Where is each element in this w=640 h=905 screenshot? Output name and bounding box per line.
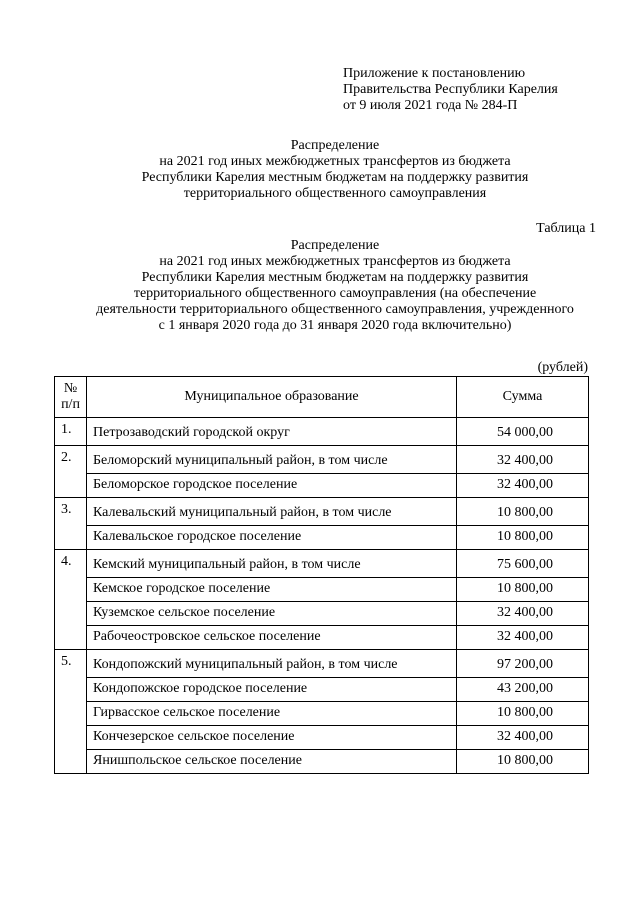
table-row <box>55 526 589 550</box>
municipality-name: Кондопожский муниципальный район, в том числе <box>87 650 457 678</box>
table-body <box>55 418 589 774</box>
municipality-name: Кончезерское сельское поселение <box>87 726 457 750</box>
amount: 10 800,00 <box>457 702 589 726</box>
municipality-name: Кемский муниципальный район, в том числе <box>87 550 457 578</box>
municipality-name: Кемское городское поселение <box>87 578 457 602</box>
header-num-line: № <box>63 381 78 396</box>
amount: 10 800,00 <box>457 578 589 602</box>
amount: 75 600,00 <box>457 550 589 578</box>
title-line: Распределение <box>290 238 380 253</box>
table-row <box>55 446 589 474</box>
table-row <box>55 702 589 726</box>
document-title <box>40 138 630 202</box>
header-num-line: п/п <box>61 397 80 412</box>
title-line: территориального общественного самоуправления (на обеспечение <box>133 286 537 301</box>
title-line: Республики Карелия местным бюджетам на поддержку развития <box>141 170 529 185</box>
table-row <box>55 650 589 678</box>
title-line: Республики Карелия местным бюджетам на поддержку развития <box>141 270 529 285</box>
table-row <box>55 474 589 498</box>
amount: 97 200,00 <box>457 650 589 678</box>
title-line: с 1 января 2020 года до 31 января 2020 года включительно) <box>158 318 512 333</box>
table-row <box>55 498 589 526</box>
table-row <box>55 726 589 750</box>
municipality-name: Рабочеостровское сельское поселение <box>87 626 457 650</box>
title-line: на 2021 год иных межбюджетных трансфертов из бюджета <box>159 254 511 269</box>
table-row <box>55 626 589 650</box>
table-title <box>40 238 630 334</box>
table-row <box>55 418 589 446</box>
table-row <box>55 578 589 602</box>
appendix-line: Приложение к постановлению <box>343 66 526 81</box>
municipality-name: Гирвасское сельское поселение <box>87 702 457 726</box>
amount: 32 400,00 <box>457 726 589 750</box>
municipality-name: Беломорский муниципальный район, в том числе <box>87 446 457 474</box>
amount: 10 800,00 <box>457 526 589 550</box>
amount: 32 400,00 <box>457 446 589 474</box>
table-row <box>55 550 589 578</box>
municipality-name: Петрозаводский городской округ <box>87 418 457 446</box>
distribution-table <box>54 376 589 774</box>
municipality-name: Кондопожское городское поселение <box>87 678 457 702</box>
municipality-name: Беломорское городское поселение <box>87 474 457 498</box>
title-line: Распределение <box>290 138 380 153</box>
municipality-name: Калевальское городское поселение <box>87 526 457 550</box>
amount: 10 800,00 <box>457 498 589 526</box>
row-number: 1. <box>55 418 87 446</box>
appendix-line: Правительства Республики Карелия <box>343 82 558 97</box>
header-num <box>55 377 87 418</box>
amount: 54 000,00 <box>457 418 589 446</box>
amount: 43 200,00 <box>457 678 589 702</box>
table-header-row <box>55 377 589 418</box>
title-line: территориального общественного самоуправления <box>183 186 487 201</box>
title-line: деятельности территориального общественного самоуправления, учрежденного <box>96 302 574 317</box>
table-row <box>55 602 589 626</box>
row-number: 4. <box>55 550 87 650</box>
amount: 32 400,00 <box>457 474 589 498</box>
header-sum: Сумма <box>457 377 589 418</box>
appendix-header <box>343 66 558 114</box>
table-label: Таблица 1 <box>536 221 596 236</box>
header-name: Муниципальное образование <box>87 377 457 418</box>
title-line: на 2021 год иных межбюджетных трансфертов из бюджета <box>159 154 511 169</box>
municipality-name: Калевальский муниципальный район, в том числе <box>87 498 457 526</box>
municipality-name: Янишпольское сельское поселение <box>87 750 457 774</box>
amount: 10 800,00 <box>457 750 589 774</box>
row-number: 3. <box>55 498 87 550</box>
amount: 32 400,00 <box>457 602 589 626</box>
appendix-line: от 9 июля 2021 года № 284-П <box>343 98 518 113</box>
row-number: 2. <box>55 446 87 498</box>
amount: 32 400,00 <box>457 626 589 650</box>
municipality-name: Куземское сельское поселение <box>87 602 457 626</box>
units-label: (рублей) <box>537 360 588 375</box>
table-row <box>55 678 589 702</box>
row-number: 5. <box>55 650 87 774</box>
table-row <box>55 750 589 774</box>
